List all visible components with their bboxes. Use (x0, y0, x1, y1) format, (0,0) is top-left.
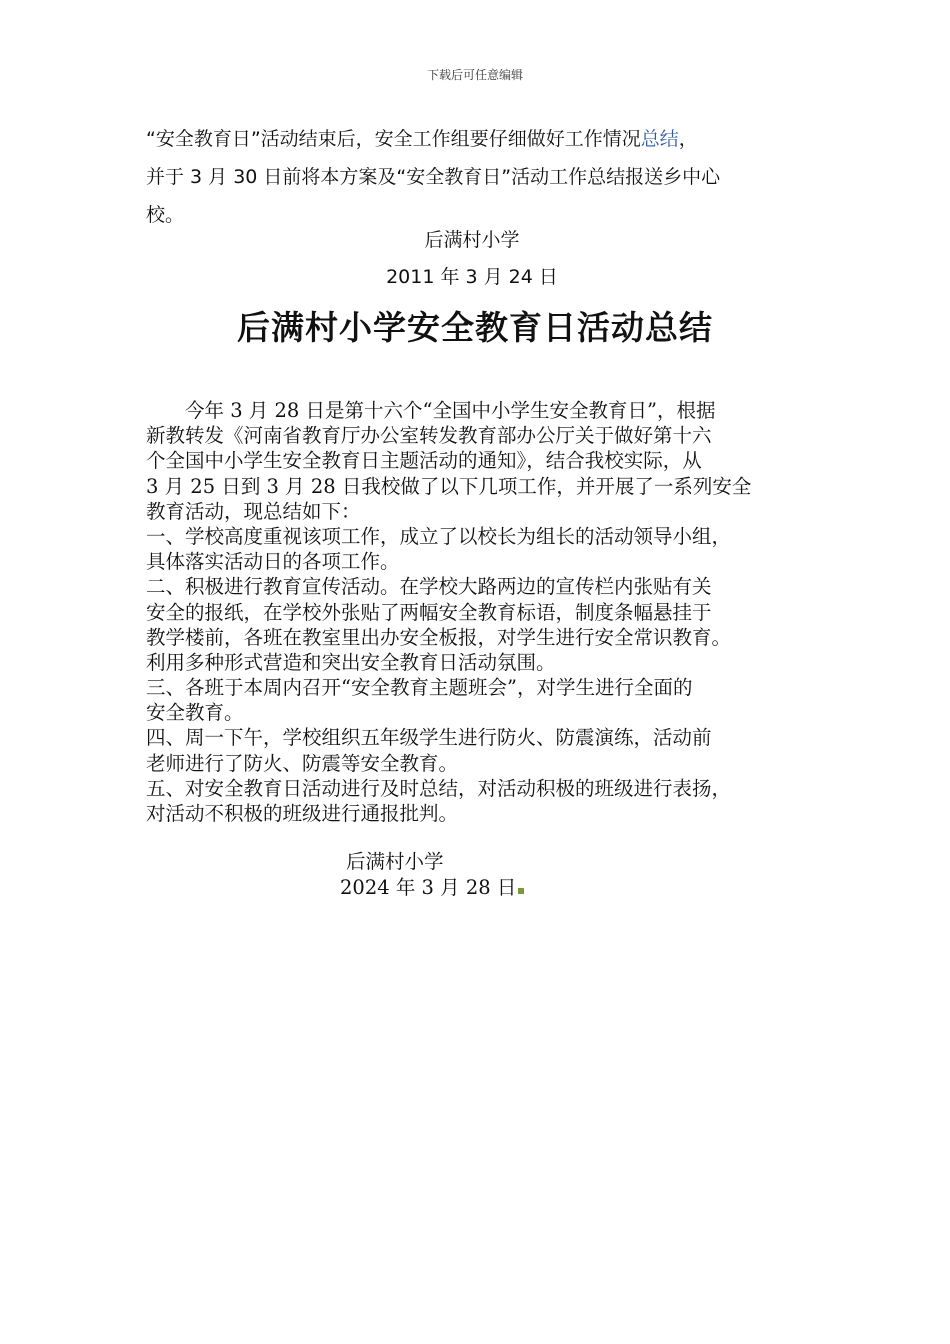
summary-signature-date: 2024 年 3 月 28 日 (340, 876, 517, 899)
body-line: 3 月 25 日到 3 月 28 日我校做了以下几项工作，并开展了一系列安全 (146, 474, 752, 498)
summary-link[interactable]: 总结 (640, 128, 679, 150)
body-line: 新教转发《河南省教育厅办公室转发教育部办公厅关于做好第十六 (146, 424, 712, 448)
body-line: 教学楼前，各班在教室里出办安全板报，对学生进行安全常识教育。 (146, 625, 732, 649)
body-line: 个全国中小学生安全教育日主题活动的通知》，结合我校实际，从 (146, 449, 702, 473)
summary-signature-date-row (340, 872, 524, 900)
body-line: 安全的报纸，在学校外张贴了两幅安全教育标语，制度条幅悬挂于 (146, 600, 712, 624)
plan-signature-school: 后满村小学 (424, 229, 520, 251)
intro-line-1-text: “安全教育日”活动结束后，安全工作组要仔细做好工作情况 (146, 128, 641, 150)
body-line: 具体落实活动日的各项工作。 (146, 550, 400, 574)
body-line: 二、积极进行教育宣传活动。在学校大路两边的宣传栏内张贴有关 (146, 575, 712, 599)
text-cursor-marker-icon (518, 888, 524, 894)
document-title: 后满村小学安全教育日活动总结 (237, 308, 713, 347)
plan-signature-date: 2011 年 3 月 24 日 (386, 266, 558, 288)
body-line: 今年 3 月 28 日是第十六个“全国中小学生安全教育日”，根据 (146, 399, 716, 422)
body-line: 安全教育。 (146, 701, 244, 725)
intro-line-3: 校。 (146, 204, 185, 226)
body-line: 老师进行了防火、防震等安全教育。 (146, 751, 459, 775)
page-header: 下载后可任意编辑 (426, 68, 523, 82)
body-line: 五、对安全教育日活动进行及时总结，对活动积极的班级进行表扬， (146, 776, 732, 800)
body-line: 四、周一下午，学校组织五年级学生进行防火、防震演练，活动前 (146, 726, 712, 750)
intro-line-1-end: ， (678, 128, 698, 150)
body-line: 一、学校高度重视该项工作，成立了以校长为组长的活动领导小组， (146, 524, 732, 548)
intro-line-1 (146, 124, 826, 151)
intro-line-2: 并于 3 月 30 日前将本方案及“安全教育日”活动工作总结报送乡中心 (146, 166, 721, 188)
summary-body (146, 398, 826, 826)
body-line: 利用多种形式营造和突出安全教育日活动氛围。 (146, 650, 556, 674)
body-line: 对活动不积极的班级进行通报批判。 (146, 802, 459, 825)
body-line: 三、各班于本周内召开“安全教育主题班会”，对学生进行全面的 (146, 676, 693, 700)
body-line: 教育活动，现总结如下： (146, 499, 361, 523)
summary-signature-school: 后满村小学 (346, 850, 444, 873)
